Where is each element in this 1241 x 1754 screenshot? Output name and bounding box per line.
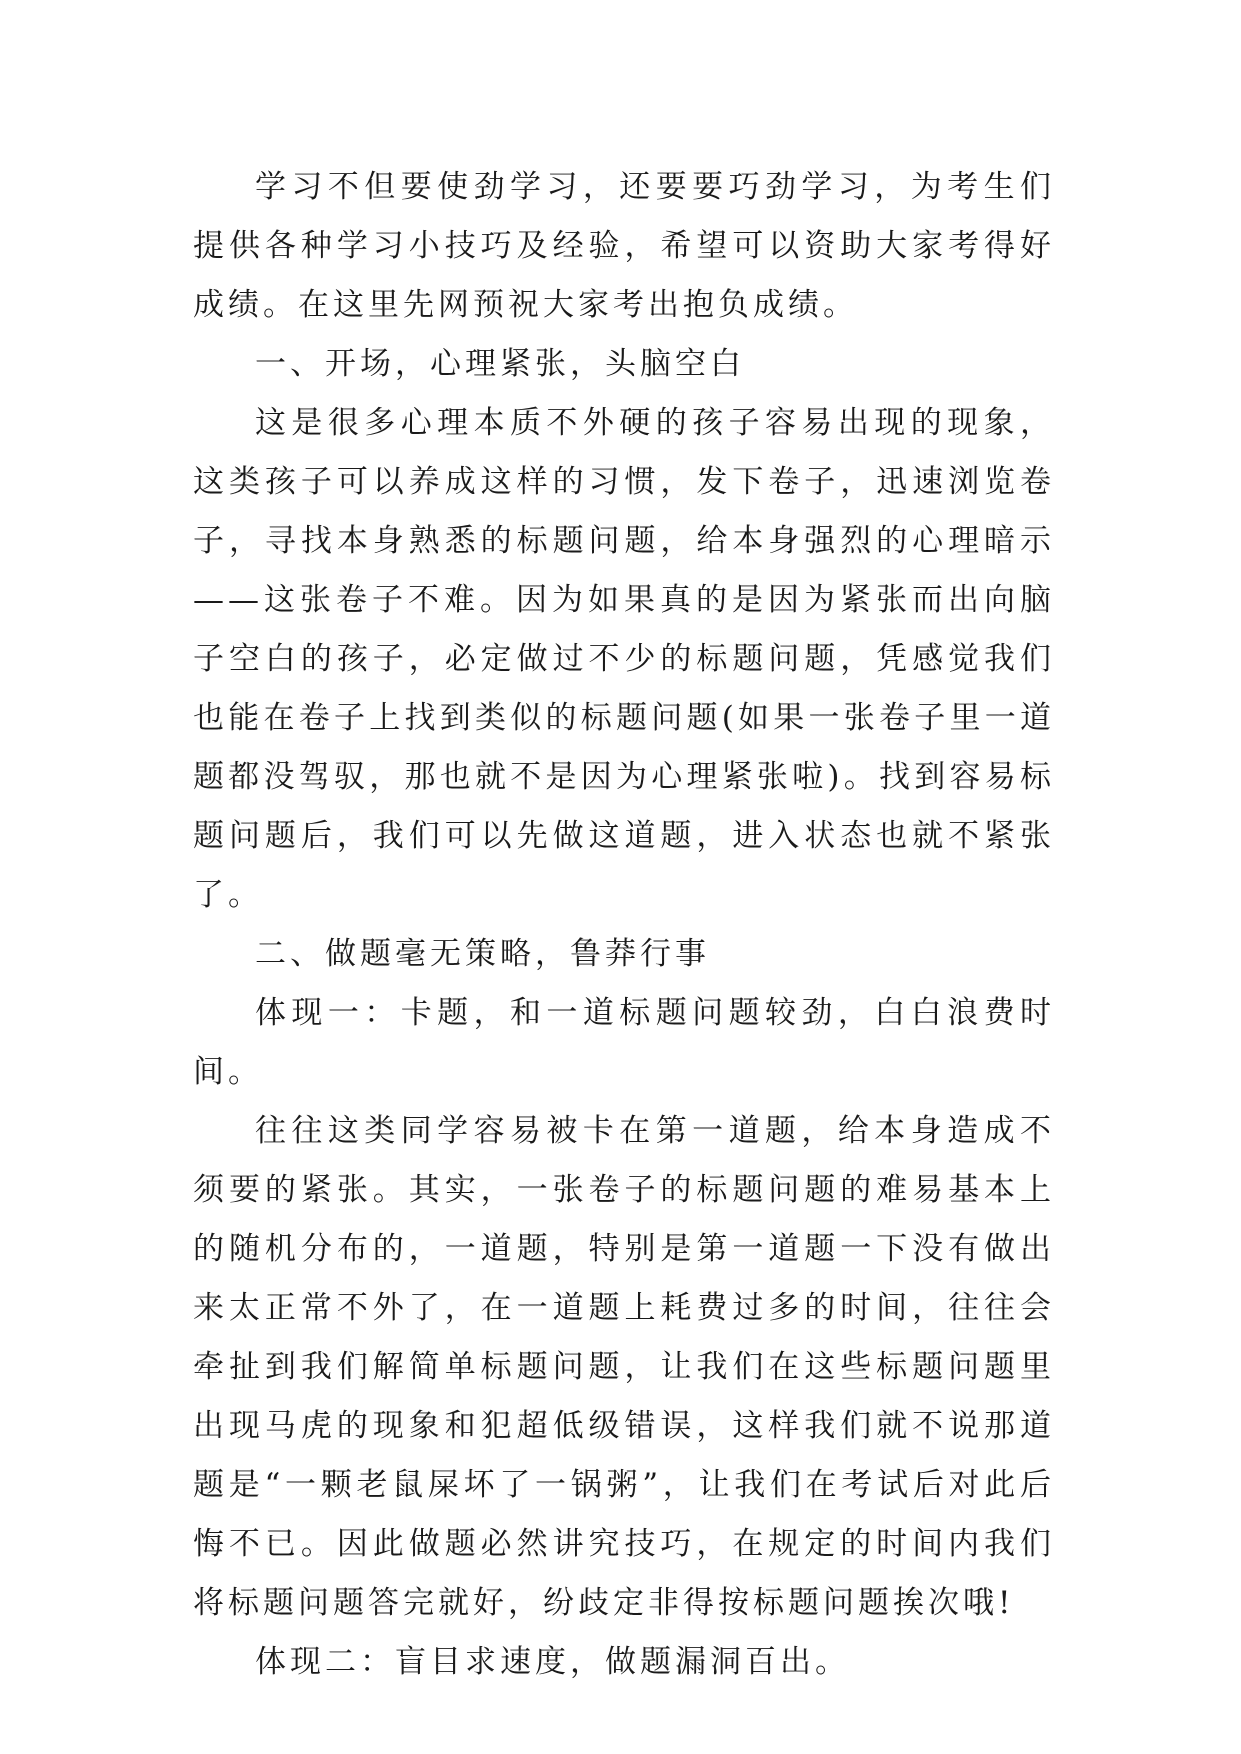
symptom-2-heading: 体现二：盲目求速度，做题漏洞百出。	[255, 1644, 850, 1680]
symptom-1-heading: 体现一：卡题，和一道标题问题较劲，白白浪费时间。	[193, 995, 1055, 1090]
intro-paragraph: 学习不但要使劲学习，还要要巧劲学习，为考生们提供各种学习小技巧及经验，希望可以资助大家考得好成绩。在这里先网预祝大家考出抱负成绩。	[193, 169, 1055, 323]
document-body	[193, 158, 1055, 1692]
section-heading-2: 二、做题毫无策略，鲁莽行事	[255, 936, 710, 972]
section-heading-1: 一、开场，心理紧张，头脑空白	[255, 346, 745, 382]
symptom-1-paragraph: 往往这类同学容易被卡在第一道题，给本身造成不须要的紧张。其实，一张卷子的标题问题的难易基本上的随机分布的，一道题，特别是第一道题一下没有做出来太正常不外了，在一道题上耗费过多的时间，往往会牵扯到我们解简单标题问题，让我们在这些标题问题里出现马虎的现象和犯超低级错误，这样我们就不说那道题是“一颗老鼠屎坏了一锅粥”，让我们在考试后对此后悔不已。因此做题必然讲究技巧，在规定的时间内我们将标题问题答完就好，纷歧定非得按标题问题挨次哦!	[193, 1113, 1055, 1621]
section-1-paragraph: 这是很多心理本质不外硬的孩子容易出现的现象，这类孩子可以养成这样的习惯，发下卷子，迅速浏览卷子，寻找本身熟悉的标题问题，给本身强烈的心理暗示——这张卷子不难。因为如果真的是因为紧张而出向脑子空白的孩子，必定做过不少的标题问题，凭感觉我们也能在卷子上找到类似的标题问题(如果一张卷子里一道题都没驾驭，那也就不是因为心理紧张啦)。找到容易标题问题后，我们可以先做这道题，进入状态也就不紧张了。	[193, 405, 1055, 913]
